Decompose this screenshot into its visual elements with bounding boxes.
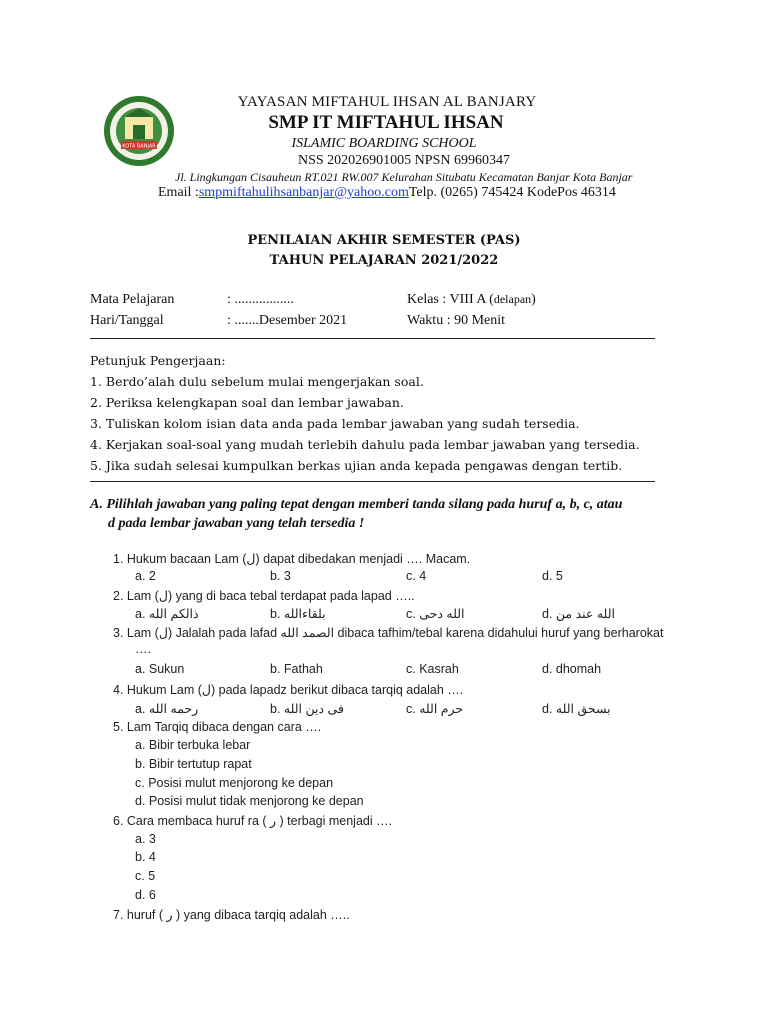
option-1d: d. 5: [542, 569, 563, 583]
question-6: 6. Cara membaca huruf ra ( ر ) terbagi menjadi ….: [113, 814, 393, 828]
contact-line: [158, 185, 616, 201]
question-2: 2. Lam (ل) yang di baca tebal terdapat pada lapad …..: [113, 589, 415, 603]
section-a-instruction-cont: d pada lembar jawaban yang telah tersedia !: [108, 516, 365, 531]
school-address: Jl. Lingkungan Cisauheun RT.021 RW.007 Kelurahan Situbatu Kecamatan Banjar Kota Banjar: [175, 170, 633, 184]
instructions-heading: Petunjuk Pengerjaan:: [90, 353, 226, 368]
option-2c: c. الله دحى: [406, 607, 465, 621]
option-5d: d. Posisi mulut tidak menjorong ke depan: [135, 794, 364, 808]
question-1: 1. Hukum bacaan Lam (ل) dapat dibedakan menjadi …. Macam.: [113, 552, 471, 566]
class-close: ): [531, 292, 536, 307]
section-a-instruction: A. Pilihlah jawaban yang paling tepat dengan memberi tanda silang pada huruf a, b, c, atau: [90, 497, 623, 512]
question-5: 5. Lam Tarqiq dibaca dengan cara ….: [113, 720, 322, 734]
option-3d: d. dhomah: [542, 662, 602, 676]
logo-text: KOTA BANJAR: [122, 143, 156, 150]
question-4: 4. Hukum Lam (ل) pada lapadz berikut dibaca tarqiq adalah ….: [113, 683, 464, 697]
email-label: Email :: [158, 185, 199, 200]
instruction-item: 4. Kerjakan soal-soal yang mudah terlebih dahulu pada lembar jawaban yang tersedia.: [90, 437, 640, 452]
option-3a: a. Sukun: [135, 662, 185, 676]
class-label: Kelas : VIII A (: [407, 292, 494, 307]
option-6b: b. 4: [135, 850, 156, 864]
option-2d: d. الله عند من: [542, 607, 615, 621]
time-label: Waktu : 90 Menit: [407, 313, 506, 328]
option-5b: b. Bibir tertutup rapat: [135, 757, 252, 771]
school-subtitle: ISLAMIC BOARDING SCHOOL: [291, 136, 477, 151]
exam-year: TAHUN PELAJARAN 2021/2022: [269, 253, 499, 268]
option-5c: c. Posisi mulut menjorong ke depan: [135, 776, 334, 790]
divider: [90, 481, 655, 482]
option-4b: b. فى دين الله: [270, 702, 344, 716]
option-6c: c. 5: [135, 869, 156, 883]
contact-info: Telp. (0265) 745424 KodePos 46314: [408, 185, 616, 200]
option-6a: a. 3: [135, 832, 156, 846]
option-1b: b. 3: [270, 569, 291, 583]
date-label: Hari/Tanggal: [90, 313, 164, 328]
subject-value: : .................: [227, 292, 294, 307]
option-4d: d. بسحق الله: [542, 702, 611, 716]
instruction-item: 2. Periksa kelengkapan soal dan lembar jawaban.: [90, 395, 404, 410]
foundation-name: YAYASAN MIFTAHUL IHSAN AL BANJARY: [237, 94, 537, 110]
class-small: delapan: [493, 292, 532, 306]
option-2a: a. ذالكم الله: [135, 607, 199, 621]
divider: [90, 338, 655, 339]
option-4a: a. رحمه الله: [135, 702, 199, 716]
instruction-item: 5. Jika sudah selesai kumpulkan berkas ujian anda kepada pengawas dengan tertib.: [90, 458, 623, 473]
option-1a: a. 2: [135, 569, 156, 583]
option-5a: a. Bibir terbuka lebar: [135, 738, 251, 752]
option-3c: c. Kasrah: [406, 662, 459, 676]
exam-title: PENILAIAN AKHIR SEMESTER (PAS): [247, 233, 521, 248]
option-6d: d. 6: [135, 888, 156, 902]
subject-label: Mata Pelajaran: [90, 292, 175, 307]
question-3-cont: ….: [135, 642, 151, 656]
option-1c: c. 4: [406, 569, 427, 583]
question-7: 7. huruf ( ر ) yang dibaca tarqiq adalah …..: [113, 908, 350, 922]
question-3: 3. Lam (ل) Jalalah pada lafad الصمد الله dibaca tafhim/tebal karena didahului huruf yang berharokat: [113, 626, 664, 640]
class-info: [407, 292, 536, 308]
date-value: : .......Desember 2021: [227, 313, 348, 328]
school-name: SMP IT MIFTAHUL IHSAN: [268, 112, 504, 133]
option-2b: b. بلقاءالله: [270, 607, 326, 621]
instruction-item: 1. Berdo’alah dulu sebelum mulai mengerjakan soal.: [90, 374, 424, 389]
option-3b: b. Fathah: [270, 662, 323, 676]
option-4c: c. حرم الله: [406, 702, 464, 716]
school-nss: NSS 202026901005 NPSN 69960347: [298, 153, 510, 168]
instruction-item: 3. Tuliskan kolom isian data anda pada lembar jawaban yang sudah tersedia.: [90, 416, 580, 431]
email-link[interactable]: smpmiftahulihsanbanjar@yahoo.com: [198, 185, 409, 200]
